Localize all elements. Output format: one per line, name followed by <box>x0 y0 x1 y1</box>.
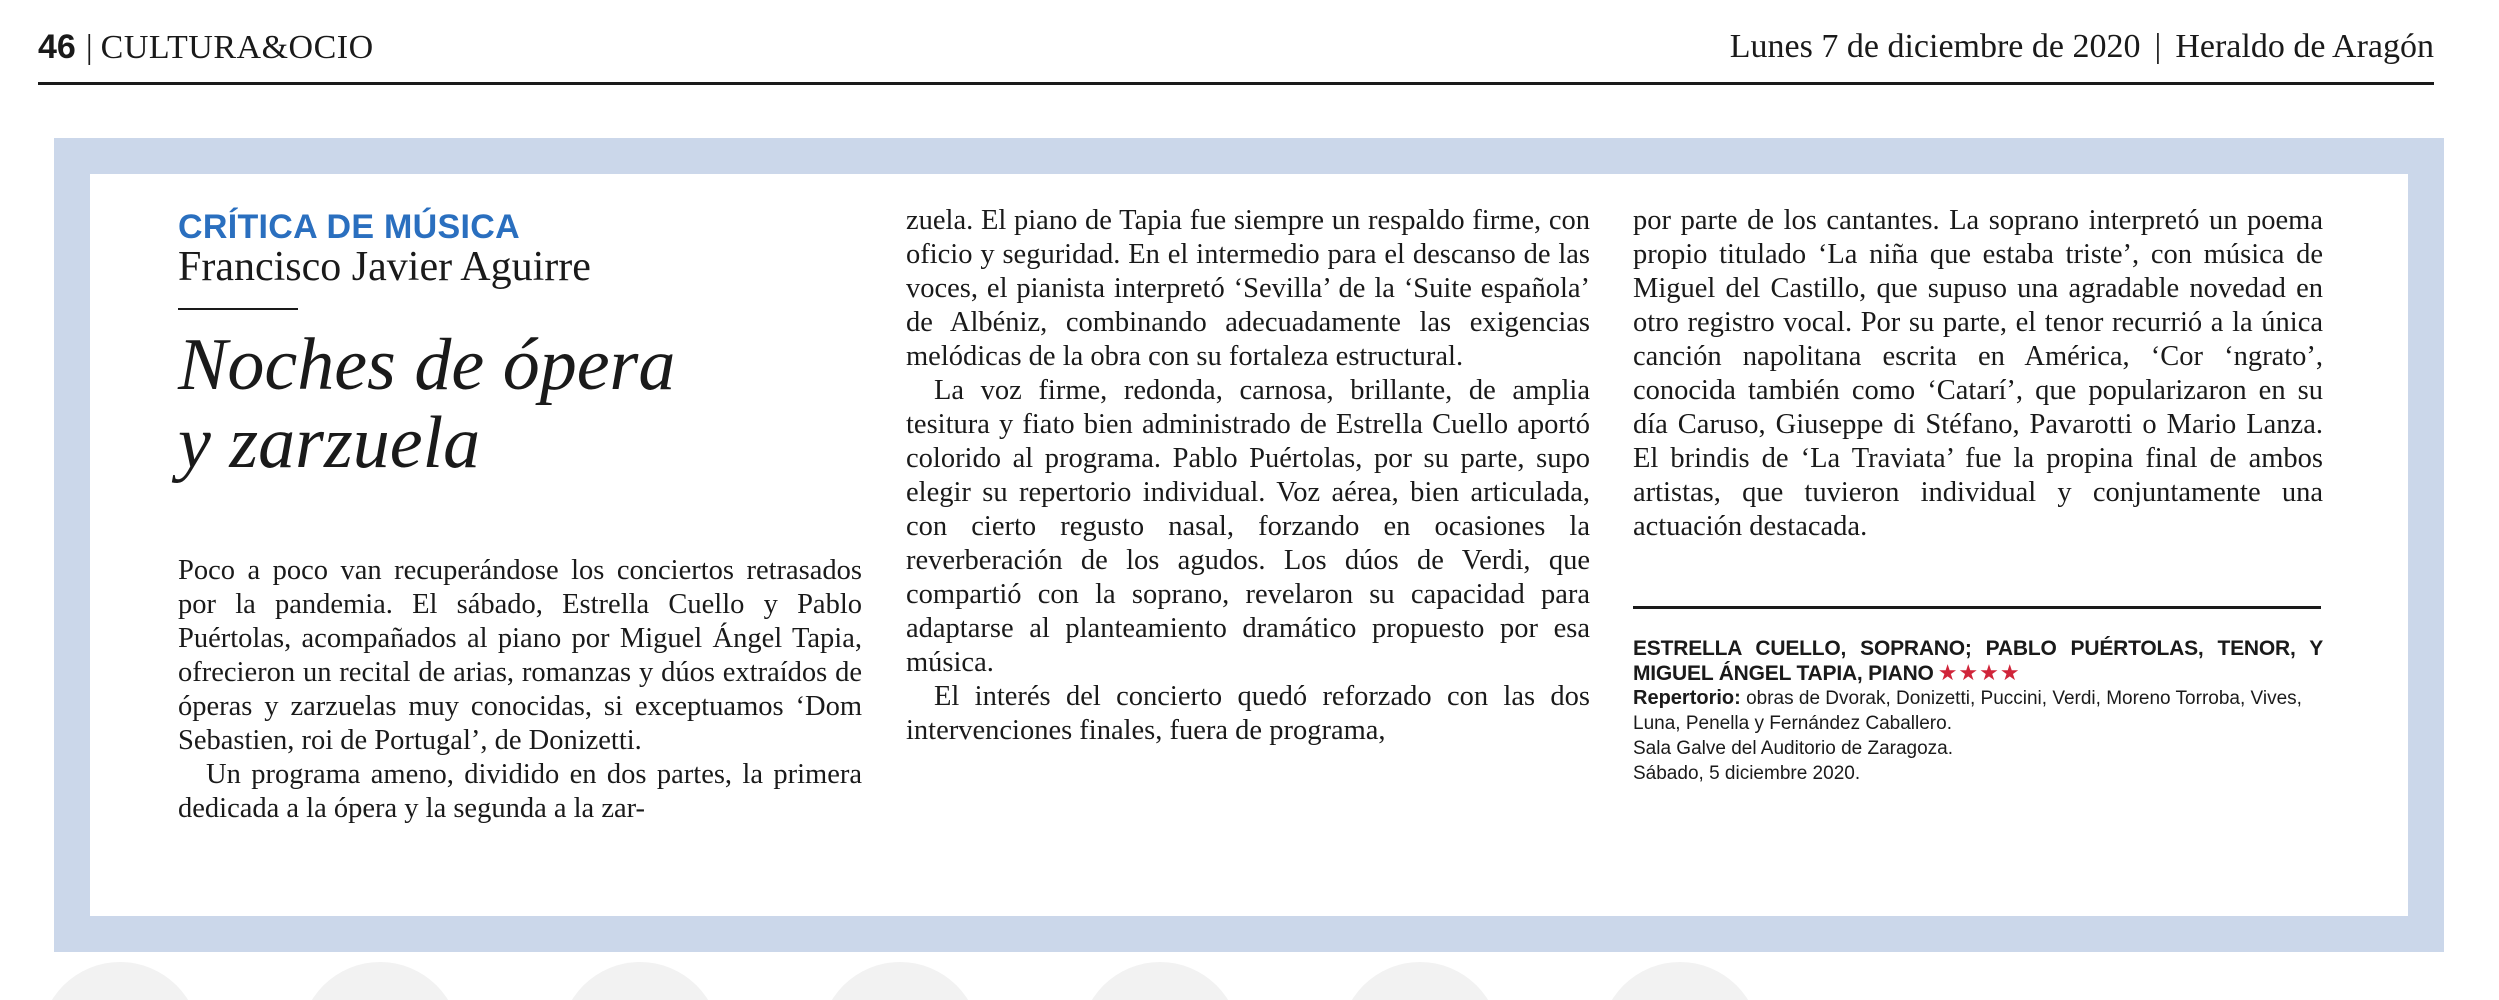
faded-shape <box>820 962 980 1000</box>
article-headline <box>178 326 862 482</box>
faded-shape <box>1340 962 1500 1000</box>
body-paragraph: zuela. El piano de Tapia fue siempre un respaldo firme, con oficio y seguridad. En el intermedio para el descanso de las voces, el pianista interpretó ‘Sevilla’ de la ‘Suite española’ de Albéniz, combinando adecuadamente las exigencias melódicas de la obra con su fortaleza estructural. <box>906 205 1590 372</box>
rating-stars: ★★★★ <box>1937 660 2021 685</box>
author-divider <box>178 308 298 310</box>
section-name: CULTURA&OCIO <box>100 29 374 66</box>
issue-date: Lunes 7 de diciembre de 2020 <box>1729 28 2141 65</box>
newspaper-name: Heraldo de Aragón <box>2175 28 2434 65</box>
faded-shape <box>300 962 460 1000</box>
article-column-3 <box>1633 204 2323 786</box>
info-venue: Sala Galve del Auditorio de Zaragoza. <box>1633 738 1954 759</box>
article-frame <box>54 138 2444 952</box>
performers: ESTRELLA CUELLO, SOPRANO; PABLO PUÉRTOLAS, TENOR, Y MIGUEL ÁNGEL TAPIA, PIANO <box>1633 637 2323 685</box>
body-paragraph: por parte de los cantantes. La soprano interpretó un poema propio titulado ‘La niña que estaba triste’, con música de Miguel del Castillo, que supuso una agradable novedad en otro registro vocal. Por su parte, el tenor recurrió a la única canción napolitana escrita en América, ‘Cor ‘ngrato’, conocida también como ‘Catarí’, que popularizaron en su día Caruso, Giuseppe di Stéfano, Pavarotti o Mario Lanza. El brindis de ‘La Traviata’ fue la propina final de ambos artistas, que tuvieron individual y conjuntamente una actuación destacada. <box>1633 205 2323 542</box>
body-paragraph: La voz firme, redonda, carnosa, brillante, de amplia tesitura y fiato bien administrado de Estrella Cuello aportó colorido al programa. Pablo Puértolas, por su parte, supo elegir su repertorio individual. Voz aérea, bien articulada, con cierto regusto nasal, forzando en ocasiones la reverberación de los agudos. Los dúos de Verdi, que compartió con la soprano, revelaron su capacidad para adaptarse al planteamiento dramático propuesto por esa música. <box>906 375 1590 678</box>
header-right <box>1730 28 2434 66</box>
article-kicker: CRÍTICA DE MÚSICA <box>178 208 520 246</box>
info-box-title <box>1633 637 2323 686</box>
faded-shape <box>1600 962 1760 1000</box>
article-box <box>90 174 2408 916</box>
info-box-divider <box>1633 606 2321 609</box>
body-paragraph: Un programa ameno, dividido en dos partes, la primera dedicada a la ópera y la segunda a la zar- <box>178 759 862 824</box>
info-date: Sábado, 5 diciembre 2020. <box>1633 763 1861 784</box>
info-repertoire <box>1633 686 2323 736</box>
page-header <box>38 22 2434 85</box>
article-author: Francisco Javier Aguirre <box>178 244 591 290</box>
header-separator-right: | <box>2154 28 2162 65</box>
article-column-2 <box>906 204 1590 748</box>
faded-shape <box>1080 962 1240 1000</box>
body-paragraph: Poco a poco van recuperándose los conciertos retrasados por la pandemia. El sábado, Estrella Cuello y Pablo Puértolas, acompañados al piano por Miguel Ángel Tapia, ofrecieron un recital de arias, romanzas y dúos extraídos de óperas y zarzuelas muy conocidas, si exceptuamos ‘Dom Sebastien, roi de Portugal’, de Donizetti. <box>178 555 862 756</box>
headline-line-1: Noches de ópera <box>178 324 676 406</box>
repertoire-text: obras de Dvorak, Donizetti, Puccini, Verdi, Moreno Torroba, Vives, Luna, Penella y Fernández Caballero. <box>1633 688 2302 734</box>
headline-line-2: y zarzuela <box>178 402 481 484</box>
repertoire-label: Repertorio: <box>1633 687 1741 709</box>
faded-next-section <box>0 962 2499 1000</box>
body-paragraph: El interés del concierto quedó reforzado con las dos intervenciones finales, fuera de programa, <box>906 681 1590 746</box>
faded-shape <box>560 962 720 1000</box>
page-number: 46 <box>38 28 76 66</box>
header-left <box>38 28 374 67</box>
header-separator: | <box>85 29 93 66</box>
article-column-1 <box>178 204 862 826</box>
faded-shape <box>40 962 200 1000</box>
